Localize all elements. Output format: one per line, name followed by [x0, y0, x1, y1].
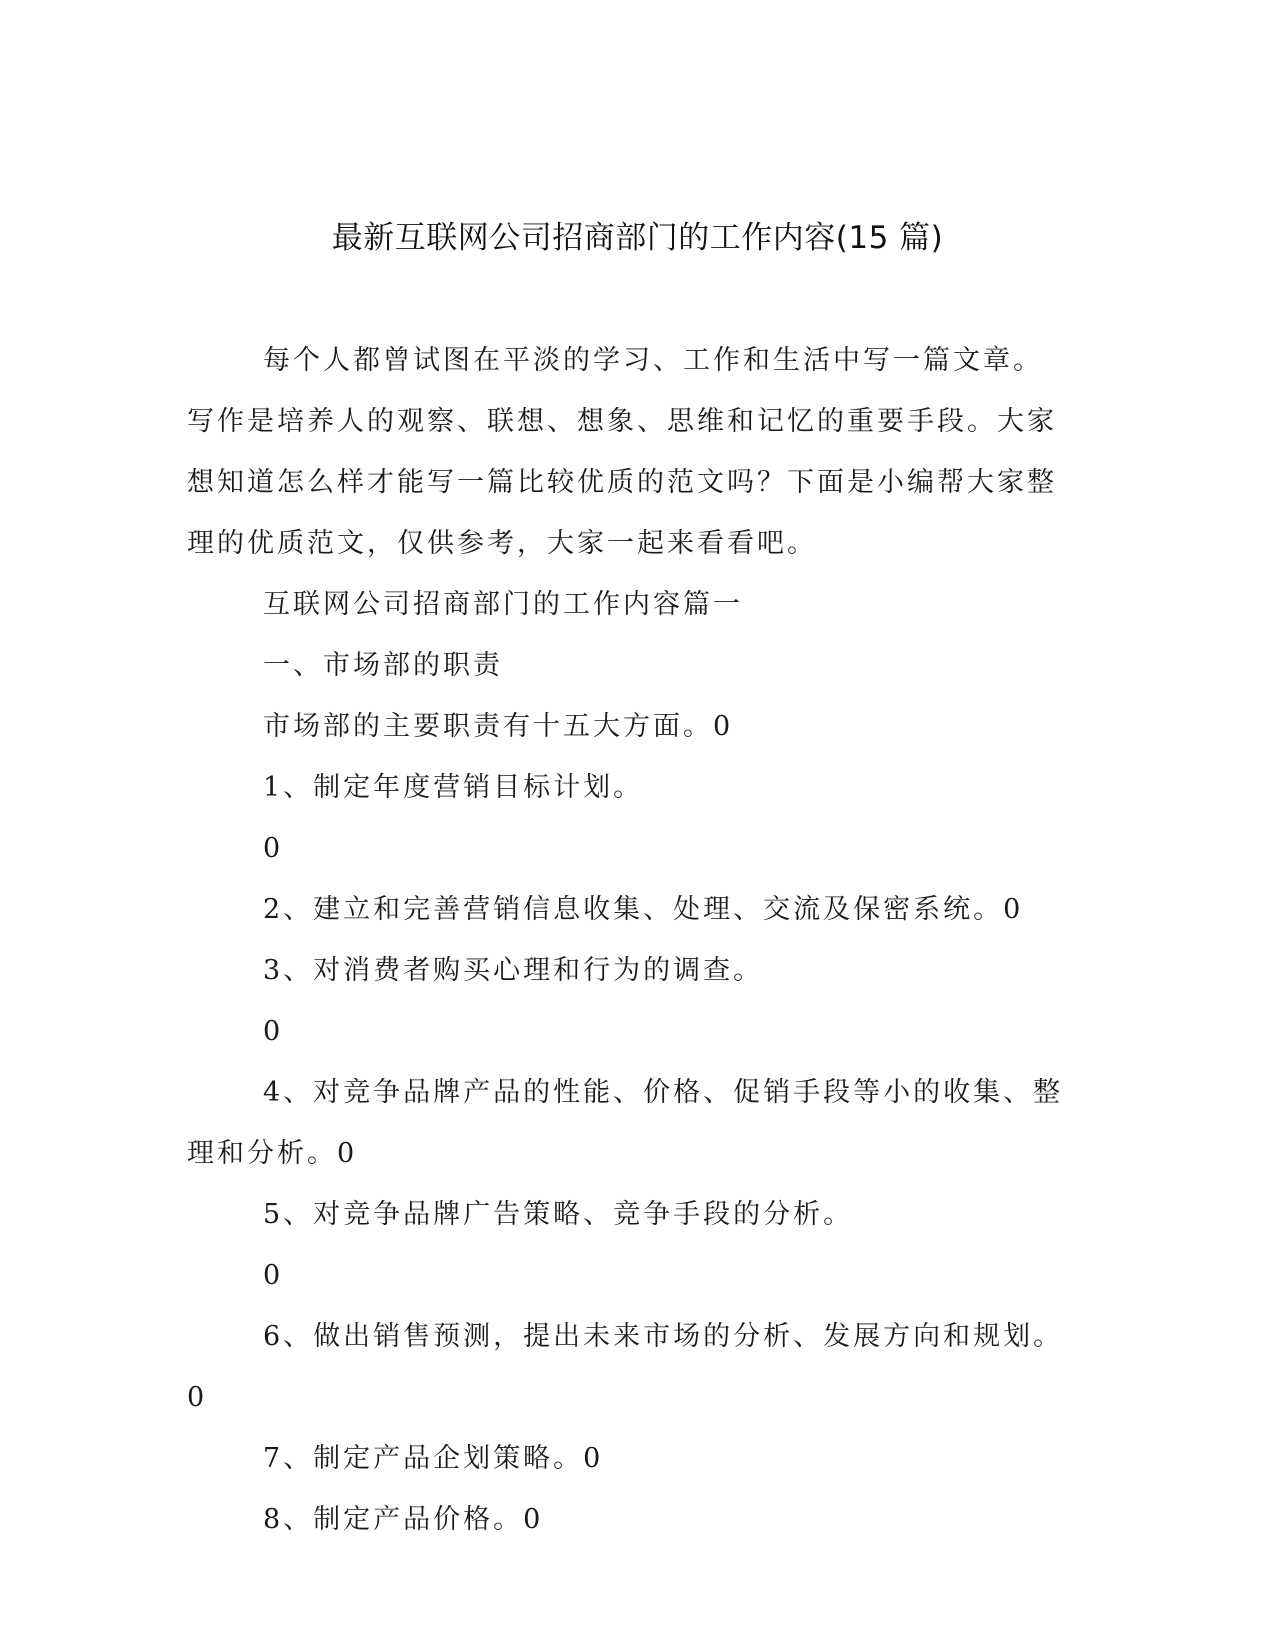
- subsection-heading: 一、市场部的职责: [263, 650, 503, 681]
- intro-paragraph: 每个人都曾试图在平淡的学习、工作和生活中写一篇文章。写作是培养人的观察、联想、想象、思维和记忆的重要手段。大家想知道怎么样才能写一篇比较优质的范文吗？下面是小编帮大家整理的优质范文，仅供参考，大家一起来看看吧。: [187, 345, 1057, 559]
- section-heading: 互联网公司招商部门的工作内容篇一: [263, 589, 743, 620]
- document-title: 最新互联网公司招商部门的工作内容(15 篇): [331, 220, 944, 256]
- list-item: 7、制定产品企划策略。0: [263, 1443, 604, 1474]
- paragraph: 0: [263, 833, 284, 864]
- paragraph: 市场部的主要职责有十五大方面。0: [263, 711, 734, 742]
- list-item: 2、建立和完善营销信息收集、处理、交流及保密系统。0: [263, 894, 1024, 925]
- paragraph: 0: [263, 1016, 284, 1047]
- list-item: 3、对消费者购买心理和行为的调查。: [263, 955, 764, 986]
- list-item: 4、对竞争品牌产品的性能、价格、促销手段等小的收集、整理和分析。0: [187, 1077, 1064, 1169]
- list-item: 8、制定产品价格。0: [263, 1504, 544, 1535]
- list-item: 5、对竞争品牌广告策略、竞争手段的分析。: [263, 1199, 854, 1230]
- list-item: 6、做出销售预测，提出未来市场的分析、发展方向和规划。0: [187, 1321, 1064, 1413]
- document-body: [187, 330, 1067, 1550]
- list-item: 1、制定年度营销目标计划。: [263, 772, 644, 803]
- paragraph: 0: [263, 1260, 284, 1291]
